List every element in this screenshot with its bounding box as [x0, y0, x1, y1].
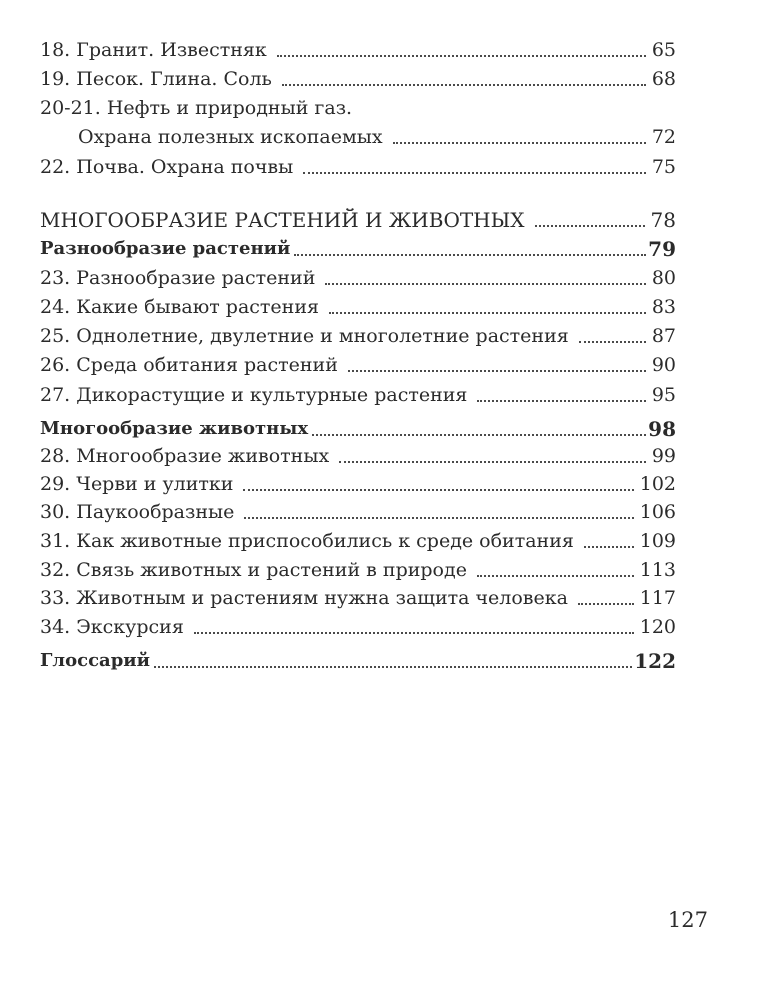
- toc-entry-title: 32. Связь животных и растений в природе: [40, 559, 467, 581]
- page-number: 127: [667, 908, 708, 932]
- toc-entry-title: 34. Экскурсия: [40, 616, 184, 638]
- dot-leader: [325, 282, 645, 285]
- toc-entry-page: 80: [651, 267, 676, 289]
- toc-entry-page: 120: [639, 616, 676, 638]
- dot-leader: [329, 311, 646, 314]
- toc-entry-title: 26. Среда обитания растений: [40, 354, 338, 376]
- dot-leader: [294, 253, 646, 256]
- toc-entry-page: 99: [651, 445, 676, 467]
- toc-entry-page: 98: [648, 417, 676, 441]
- dot-leader: [277, 54, 646, 57]
- toc-entry-page: 122: [634, 649, 676, 673]
- toc-entry-title: 30. Паукообразные: [40, 501, 235, 523]
- toc-entry-page: 87: [651, 325, 676, 347]
- toc-entry: [40, 379, 676, 407]
- dot-leader: [154, 665, 632, 668]
- toc-entry-page: 102: [639, 473, 676, 495]
- toc-entry-title: 23. Разнообразие растений: [40, 267, 316, 289]
- toc-entry-title: 28. Многообразие животных: [40, 445, 330, 467]
- dot-leader: [282, 83, 646, 86]
- toc-glossary: [40, 645, 676, 673]
- toc-entry: [40, 554, 676, 582]
- toc-entry-title: 19. Песок. Глина. Соль: [40, 68, 272, 90]
- toc-entry: [40, 151, 676, 179]
- toc-entry-page: 113: [639, 559, 676, 581]
- toc-entry-page: 109: [639, 530, 676, 552]
- toc-entry: [40, 611, 676, 639]
- toc-entry: [40, 440, 676, 468]
- toc-section-heading: [40, 204, 676, 232]
- toc-entry-title: 27. Дикорастущие и культурные растения: [40, 384, 468, 406]
- toc-subsection-heading: [40, 233, 676, 261]
- toc-entry-page: 78: [650, 208, 676, 232]
- toc-entry-title: 22. Почва. Охрана почвы: [40, 156, 294, 178]
- toc-entry-page: 90: [651, 354, 676, 376]
- dot-leader: [303, 171, 646, 174]
- toc-entry: [40, 525, 676, 553]
- toc-entry: [40, 582, 676, 610]
- toc-entry-page: 72: [651, 126, 676, 148]
- toc-entry-title: 33. Животным и растениям нужна защита человека: [40, 587, 568, 609]
- toc-entry: [40, 349, 676, 377]
- toc-entry-page: 79: [648, 237, 676, 261]
- dot-leader: [348, 369, 646, 372]
- toc-entry-title: Охрана полезных ископаемых: [78, 126, 383, 148]
- dot-leader: [584, 545, 634, 548]
- dot-leader: [477, 399, 645, 402]
- toc-entry-page: 65: [651, 39, 676, 61]
- toc-entry-page: 95: [651, 384, 676, 406]
- dot-leader: [244, 516, 633, 519]
- toc-entry: [40, 262, 676, 290]
- toc-entry-page: 83: [651, 296, 676, 318]
- toc-entry-title: 24. Какие бывают растения: [40, 296, 319, 318]
- toc-entry-page: 68: [651, 68, 676, 90]
- dot-leader: [578, 602, 634, 605]
- toc-entry: [40, 34, 676, 62]
- toc-entry-title: 18. Гранит. Известняк: [40, 39, 267, 61]
- toc-entry-title: Разнообразие растений: [40, 238, 291, 259]
- toc-entry: [40, 63, 676, 91]
- toc-entry: [40, 92, 676, 120]
- dot-leader: [339, 460, 646, 463]
- toc-entry-page: 117: [639, 587, 676, 609]
- dot-leader: [579, 340, 646, 343]
- toc-entry: [40, 468, 676, 496]
- toc-entry-title: МНОГООБРАЗИЕ РАСТЕНИЙ И ЖИВОТНЫХ: [40, 208, 525, 232]
- toc-entry: [40, 320, 676, 348]
- dot-leader: [393, 141, 646, 144]
- toc-entry-page: 106: [639, 501, 676, 523]
- dot-leader: [194, 631, 634, 634]
- toc-entry-title: 29. Черви и улитки: [40, 473, 234, 495]
- dot-leader: [477, 574, 634, 577]
- toc-entry: [40, 496, 676, 524]
- toc-entry-title: 20-21. Нефть и природный газ.: [40, 97, 353, 119]
- toc-entry-title: Глоссарий: [40, 650, 150, 671]
- toc-entry: [40, 291, 676, 319]
- toc-entry-title: 25. Однолетние, двулетние и многолетние растения: [40, 325, 569, 347]
- dot-leader: [312, 433, 646, 436]
- toc-entry: [40, 121, 676, 149]
- dot-leader: [243, 488, 633, 491]
- toc-entry-title: 31. Как животные приспособились к среде обитания: [40, 530, 574, 552]
- toc-entry-title: Многообразие животных: [40, 418, 309, 439]
- dot-leader: [535, 224, 645, 227]
- toc-subsection-heading: [40, 413, 676, 441]
- toc-entry-page: 75: [651, 156, 676, 178]
